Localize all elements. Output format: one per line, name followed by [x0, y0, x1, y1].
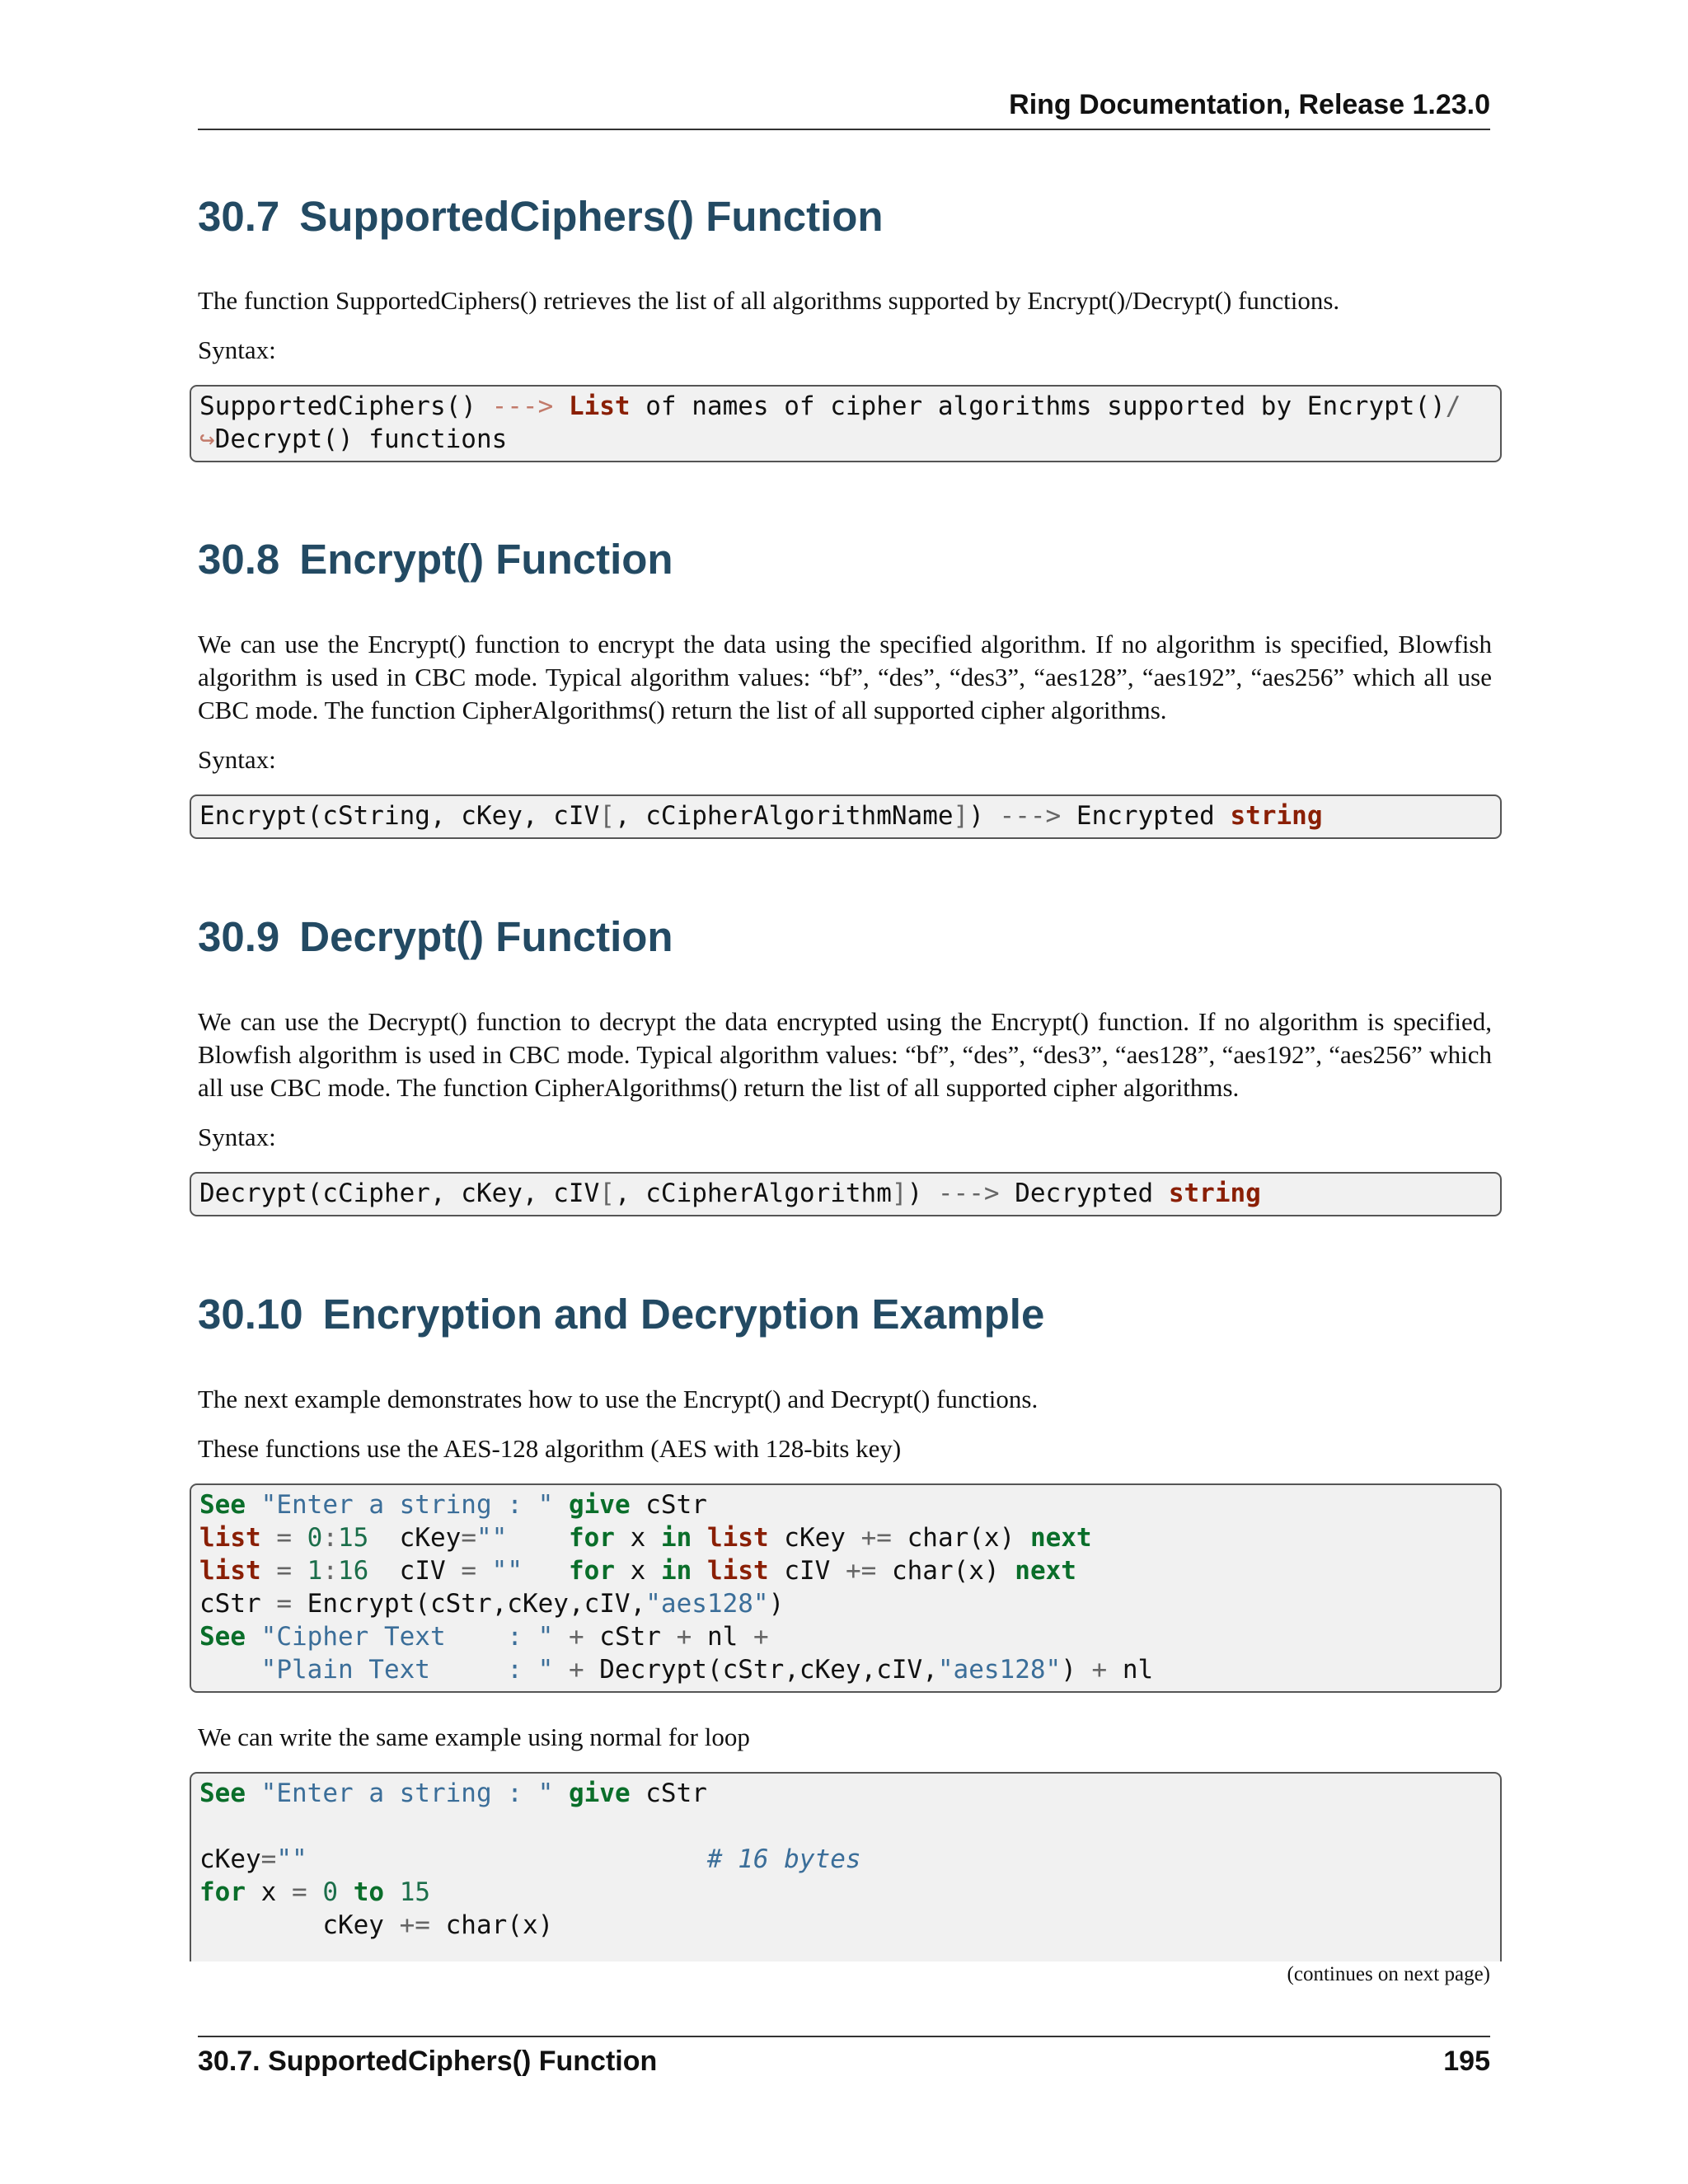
code-line: See "Enter a string : " give cStr	[199, 1490, 707, 1520]
section-title: Encrypt() Function	[299, 536, 673, 583]
section-heading	[198, 912, 1492, 962]
paragraph: We can use the Encrypt() function to encrypt the data using the specified algorithm. If no algorithm is specified, Blowfish algorithm is used in CBC mode. Typical algorithm values: “bf”, “des”, “des3”, “aes128”, “aes192”, “aes256” which all use CBC mode. The function CipherAlgorithms() return the list of all supported cipher algorithms.	[198, 630, 1492, 724]
paragraph: We can use the Decrypt() function to decrypt the data encrypted using the Encrypt() function. If no algorithm is specified, Blowfish algorithm is used in CBC mode. Typical algorithm values: “bf”, “des”, “des3”, “aes128”, “aes192”, “aes256” which all use CBC mode. The function CipherAlgorithms() return the list of all supported cipher algorithms.	[198, 1007, 1492, 1102]
code-block-encrypt	[190, 794, 1502, 839]
code-line: cKey="" # 16 bytes	[199, 1844, 861, 1874]
code-line: Encrypt(cString, cKey, cIV[, cCipherAlgorithmName]) ---> Encrypted string	[199, 801, 1323, 831]
running-header: Ring Documentation, Release 1.23.0	[198, 89, 1490, 130]
section-heading	[198, 534, 1492, 584]
footer-section: 30.7. SupportedCiphers() Function	[198, 2046, 658, 2077]
code-line: Decrypt(cCipher, cKey, cIV[, cCipherAlgorithm]) ---> Decrypted string	[199, 1179, 1261, 1208]
continues-note: (continues on next page)	[1287, 1963, 1490, 1985]
section-number: 30.9	[198, 913, 280, 960]
section-title: SupportedCiphers() Function	[299, 193, 884, 240]
paragraph: The function SupportedCiphers() retrieves the list of all algorithms supported by Encrypt()/Decrypt() functions.	[198, 286, 1340, 315]
code-block-supportedciphers	[190, 385, 1502, 462]
code-line: ↪Decrypt() functions	[199, 424, 508, 454]
code-block-example	[190, 1483, 1502, 1693]
code-line: "Plain Text : " + Decrypt(cStr,cKey,cIV,"aes128") + nl	[260, 1655, 1154, 1685]
section-30-9	[198, 912, 1492, 962]
running-footer	[198, 2036, 1490, 2078]
section-number: 30.10	[198, 1291, 303, 1338]
syntax-label: Syntax:	[198, 745, 276, 774]
code-line: cKey += char(x)	[307, 1910, 554, 1940]
code-block-for-loop	[190, 1772, 1502, 1961]
section-30-10	[198, 1289, 1492, 1339]
section-title: Decrypt() Function	[299, 913, 673, 960]
paragraph: The next example demonstrates how to use the Encrypt() and Decrypt() functions.	[198, 1385, 1039, 1413]
code-line: See "Cipher Text : " + cStr + nl +	[199, 1622, 769, 1652]
paragraph: We can write the same example using normal for loop	[198, 1722, 750, 1751]
code-line: list = 0:15 cKey="" for x in list cKey += char(x) next	[199, 1523, 1092, 1553]
code-line: See "Enter a string : " give cStr	[199, 1779, 707, 1808]
code-line: list = 1:16 cIV = "" for x in list cIV += char(x) next	[199, 1556, 1076, 1586]
wrap-arrow-icon: ↪	[199, 424, 215, 454]
page-number: 195	[1443, 2046, 1490, 2077]
code-line: cStr = Encrypt(cStr,cKey,cIV,"aes128")	[199, 1589, 785, 1619]
section-number: 30.7	[198, 193, 280, 240]
code-line: for x = 0 to 15	[199, 1877, 431, 1907]
section-number: 30.8	[198, 536, 280, 583]
section-30-7	[198, 191, 1492, 241]
paragraph: These functions use the AES-128 algorithm (AES with 128-bits key)	[198, 1434, 902, 1463]
syntax-label: Syntax:	[198, 335, 276, 364]
section-heading	[198, 1289, 1492, 1339]
section-heading	[198, 191, 1492, 241]
code-line	[199, 1810, 1492, 1843]
code-line: SupportedCiphers() ---> List of names of cipher algorithms supported by Encrypt()/	[199, 391, 1461, 421]
syntax-label: Syntax:	[198, 1122, 276, 1151]
code-block-decrypt	[190, 1172, 1502, 1216]
section-title: Encryption and Decryption Example	[322, 1291, 1045, 1338]
section-30-8	[198, 534, 1492, 584]
